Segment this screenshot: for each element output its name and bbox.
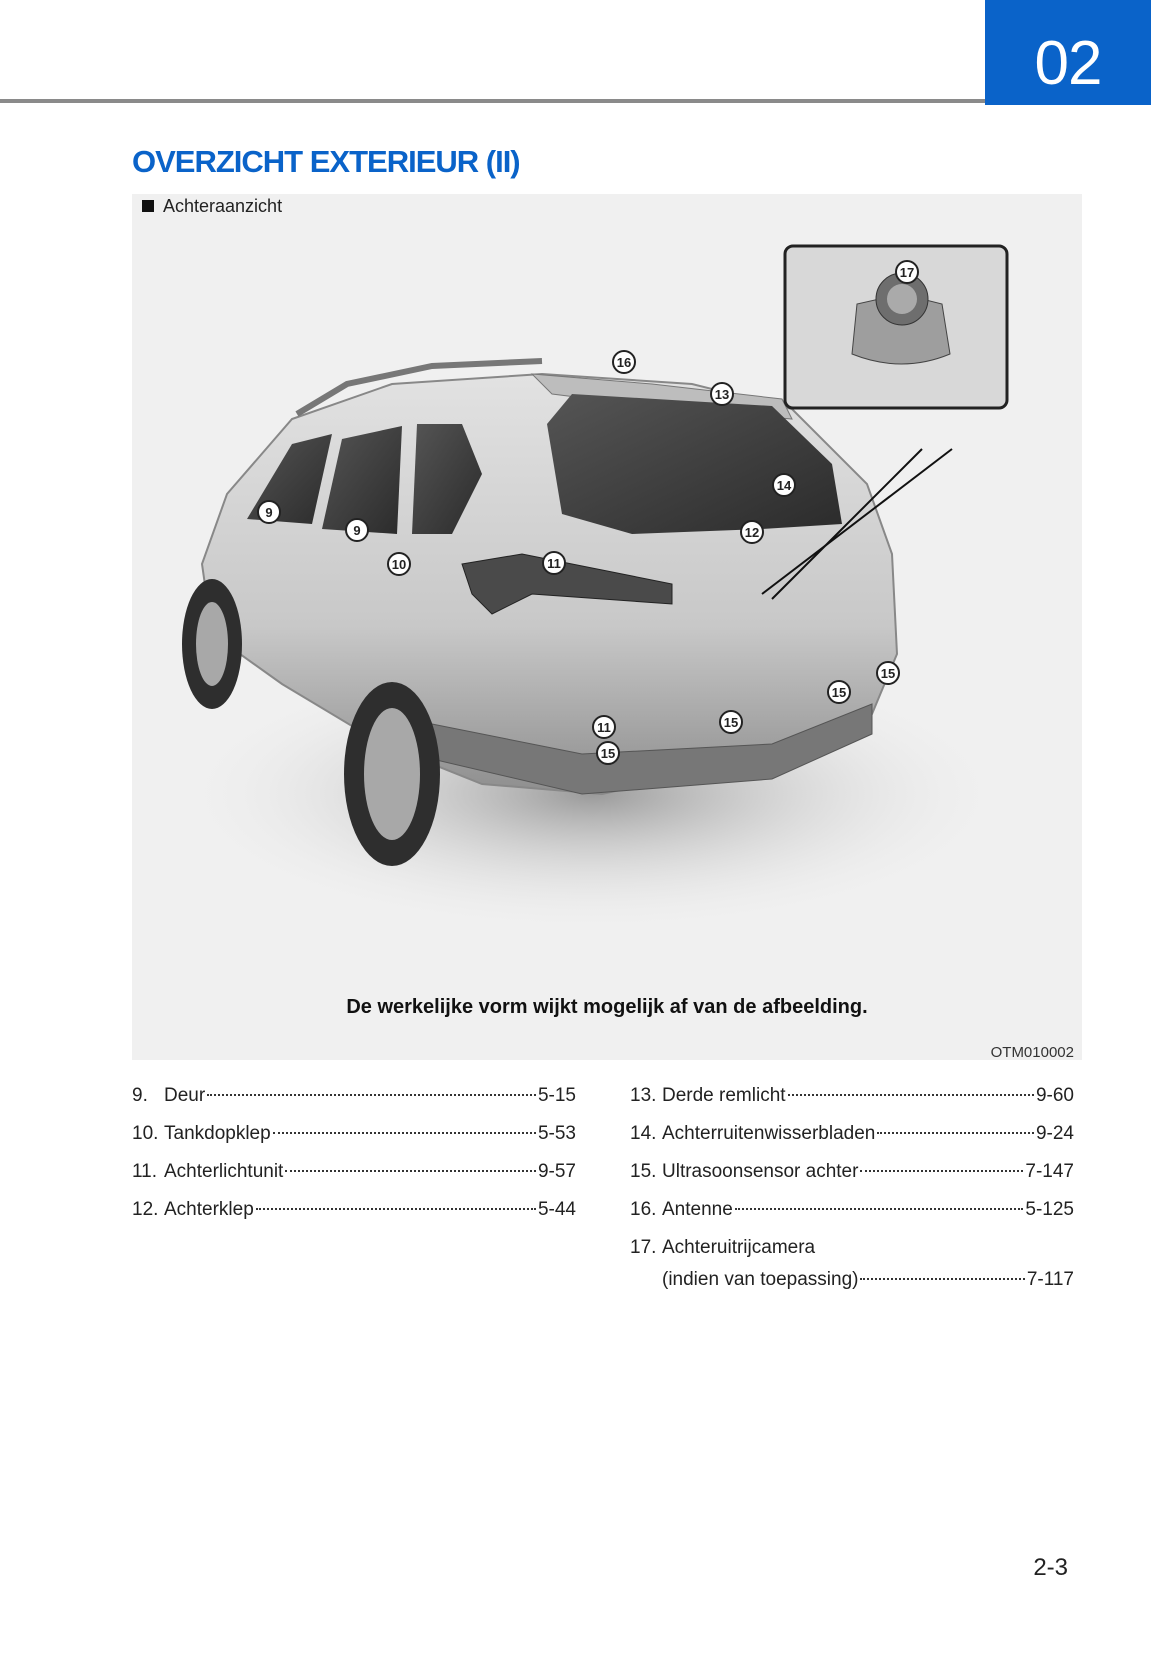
- svg-text:13: 13: [714, 387, 730, 402]
- page-title: OVERZICHT EXTERIEUR (II): [132, 144, 520, 179]
- svg-text:15: 15: [723, 715, 739, 730]
- index-list-left: [132, 1085, 576, 1237]
- figure-code: OTM010002: [990, 1044, 1074, 1061]
- figure-label-text: Achteraanzicht: [163, 196, 283, 216]
- callout-12: [741, 521, 763, 543]
- header-rule: [0, 99, 985, 103]
- svg-text:11: 11: [547, 556, 561, 571]
- svg-text:17: 17: [899, 265, 915, 280]
- list-item: 15. Ultrasoonsensor achter 7-147: [630, 1161, 1074, 1182]
- page-number: 2-3: [1033, 1554, 1068, 1581]
- svg-text:12: 12: [744, 525, 760, 540]
- list-item: 13. Derde remlicht 9-60: [630, 1085, 1074, 1106]
- callout-15a: [597, 742, 619, 764]
- callout-14: [773, 474, 795, 496]
- list-item: 16. Antenne 5-125: [630, 1199, 1074, 1220]
- callout-15c: [828, 681, 850, 703]
- svg-text:15: 15: [831, 685, 847, 700]
- callout-11b: [593, 716, 615, 738]
- callout-9b: [346, 519, 368, 541]
- callout-10: [388, 553, 410, 575]
- callout-13: [711, 383, 733, 405]
- figure-disclaimer: De werkelijke vorm wijkt mogelijk af van de afbeelding.: [346, 996, 868, 1018]
- svg-text:15: 15: [600, 746, 616, 761]
- callout-15d: [877, 662, 899, 684]
- list-item: 11. Achterlichtunit 9-57: [132, 1161, 576, 1182]
- list-item: 10. Tankdopklep 5-53: [132, 1123, 576, 1144]
- svg-text:10: 10: [391, 557, 407, 572]
- callout-9a: [258, 501, 280, 523]
- list-item: 9. Deur 5-15: [132, 1085, 576, 1106]
- list-item: 12. Achterklep 5-44: [132, 1199, 576, 1220]
- list-item: 17. Achteruitrijcamera (indien van toepassing) 7-117: [630, 1237, 1074, 1290]
- callout-15b: [720, 711, 742, 733]
- callout-16: [613, 351, 635, 373]
- svg-text:9: 9: [353, 523, 361, 538]
- svg-text:9: 9: [265, 505, 273, 520]
- svg-text:16: 16: [616, 355, 632, 370]
- chapter-tab: 02: [985, 0, 1151, 105]
- index-list-right: [630, 1085, 1074, 1305]
- svg-text:15: 15: [880, 666, 896, 681]
- figure-panel: [132, 194, 1082, 1060]
- svg-text:14: 14: [776, 478, 792, 493]
- callout-17: [896, 261, 918, 283]
- square-bullet-icon: [142, 200, 154, 212]
- svg-text:11: 11: [597, 720, 611, 735]
- list-item: 14. Achterruitenwisserbladen 9-24: [630, 1123, 1074, 1144]
- callout-11a: [543, 552, 565, 574]
- figure-label: [142, 196, 282, 217]
- rear-view-illustration: [132, 234, 1082, 984]
